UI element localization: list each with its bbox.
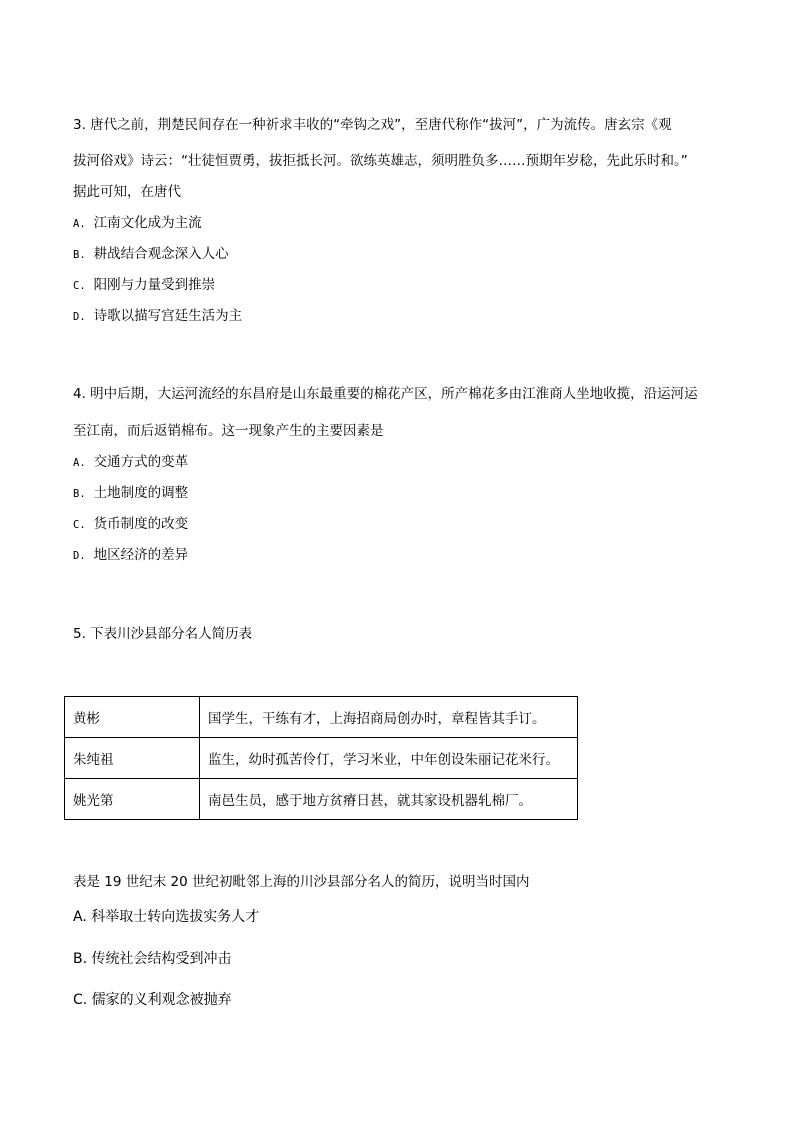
q3-option-c[interactable] — [73, 276, 215, 295]
table-cell-bio: 国学生，干练有才，上海招商局创办时，章程皆其手订。 — [200, 697, 578, 738]
option-key: D. — [73, 550, 86, 562]
table-cell-bio: 南邑生员，感于地方贫瘠日甚，就其家设机器轧棉厂。 — [200, 779, 578, 820]
table-row — [65, 779, 578, 820]
q5-stem: 表是 19 世纪末 20 世纪初毗邻上海的川沙县部分名人的简历，说明当时国内 — [73, 874, 530, 890]
option-text: 地区经济的差异 — [93, 547, 189, 563]
q3-stem-line-1: 3. 唐代之前，荆楚民间存在一种祈求丰收的“牵钩之戏”，至唐代称作“拔河”，广为流传。唐玄宗《观 — [73, 117, 672, 133]
q5-option-a[interactable]: A. 科举取士转向选拔实务人才 — [73, 909, 260, 925]
table-cell-name: 黄彬 — [65, 697, 200, 738]
option-key: C. — [73, 519, 86, 531]
option-text: 江南文化成为主流 — [93, 215, 202, 231]
option-key: C. — [73, 280, 86, 292]
q4-stem-line-1: 4. 明中后期，大运河流经的东昌府是山东最重要的棉花产区，所产棉花多由江淮商人坐地收揽，沿运河运 — [73, 386, 698, 402]
option-key: B. — [73, 488, 86, 500]
q4-option-d[interactable] — [73, 546, 188, 565]
table-cell-bio: 监生，幼时孤苦伶仃，学习米业，中年创设朱丽记花米行。 — [200, 738, 578, 779]
q4-option-a[interactable] — [73, 453, 188, 472]
q3-option-d[interactable] — [73, 307, 242, 326]
q3-stem-line-3: 据此可知，在唐代 — [73, 184, 181, 200]
biography-table — [64, 696, 578, 820]
option-text: 货币制度的改变 — [93, 516, 189, 532]
q4-option-b[interactable] — [73, 484, 188, 503]
option-text: 诗歌以描写宫廷生活为主 — [93, 308, 243, 324]
option-key: B. — [73, 249, 86, 261]
q5-title: 5. 下表川沙县部分名人简历表 — [73, 626, 253, 642]
q5-option-b[interactable]: B. 传统社会结构受到冲击 — [73, 951, 232, 967]
q4-option-c[interactable] — [73, 515, 188, 534]
q5-option-c[interactable]: C. 儒家的义利观念被抛弃 — [73, 992, 232, 1008]
option-text: 交通方式的变革 — [93, 454, 189, 470]
table-cell-name: 姚光第 — [65, 779, 200, 820]
q3-option-b[interactable] — [73, 245, 229, 264]
option-key: A. — [73, 457, 86, 469]
option-text: 耕战结合观念深入人心 — [93, 246, 229, 262]
option-text: 土地制度的调整 — [93, 485, 189, 501]
table-cell-name: 朱纯祖 — [65, 738, 200, 779]
table-row — [65, 697, 578, 738]
q3-stem-line-2: 拔河俗戏》诗云：“壮徒恒贾勇，拔拒抵长河。欲练英雄志，须明胜负多……预期年岁稔，先此乐时和。” — [73, 153, 688, 169]
q3-option-a[interactable] — [73, 214, 202, 233]
option-key: D. — [73, 311, 86, 323]
table-row — [65, 738, 578, 779]
q4-stem-line-2: 至江南，而后返销棉布。这一现象产生的主要因素是 — [73, 423, 384, 439]
option-text: 阳刚与力量受到推崇 — [93, 277, 216, 293]
option-key: A. — [73, 218, 86, 230]
